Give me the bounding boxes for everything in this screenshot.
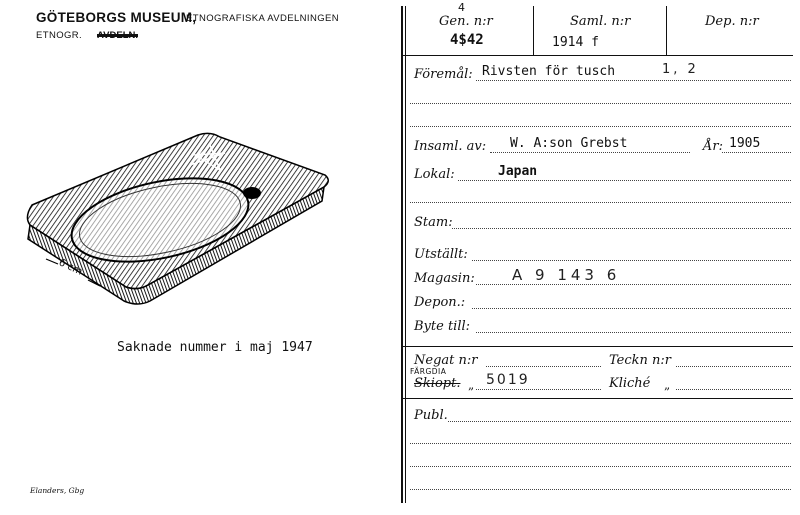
foremal-count: 1, 2 [662, 62, 699, 77]
card-border-left-inner [405, 6, 406, 503]
header-row-divider [401, 55, 793, 56]
teckn-line [676, 366, 791, 367]
ar-label: År: [703, 139, 723, 154]
gen-nr-value: 4$42 [450, 32, 484, 48]
byte-line [476, 332, 791, 333]
museum-name: GÖTEBORGS MUSEUM, [36, 10, 197, 25]
gen-nr-label: Gen. n:r [439, 14, 493, 29]
skiopt-value: 5019 [486, 372, 530, 388]
skiopt-overwrite: FÄRGDIA [410, 367, 447, 376]
publ-extra-line-1 [410, 443, 791, 444]
printer-mark: Elanders, Gbg [30, 486, 85, 495]
missing-note: Saknade nummer i maj 1947 [117, 340, 313, 355]
publ-line [448, 421, 791, 422]
insaml-value: W. A:son Grebst [510, 136, 628, 151]
inkstone-drawing [20, 125, 340, 325]
magasin-label: Magasin: [414, 271, 475, 286]
skiopt-line [476, 389, 601, 390]
ar-line [722, 152, 791, 153]
teckn-label: Teckn n:r [609, 353, 671, 368]
foremal-label: Föremål: [414, 67, 473, 82]
stam-label: Stam: [414, 215, 453, 230]
saml-nr-label: Saml. n:r [570, 14, 631, 29]
kliche-quote: „ [664, 378, 671, 392]
card-border-left [401, 6, 403, 503]
depon-label: Depon.: [414, 295, 466, 310]
column-divider-1 [533, 6, 534, 56]
dep-nr-label: Dep. n:r [705, 14, 759, 29]
negat-line [486, 366, 601, 367]
ar-value: 1905 [729, 136, 761, 151]
lokal-line [458, 180, 791, 181]
publ-label: Publ. [414, 408, 448, 423]
scale-label: 6 cm [56, 257, 84, 278]
lokal-label: Lokal: [414, 167, 455, 182]
gen-nr-superscript: 4 [458, 1, 465, 14]
publ-divider [401, 398, 793, 399]
foremal-value: Rivsten för tusch [482, 64, 616, 79]
magasin-value: A 9 143 6 [512, 266, 621, 284]
skiopt-label: Skiopt. [414, 376, 461, 391]
saml-nr-value: 1914 f [552, 35, 599, 50]
publ-extra-line-3 [410, 489, 791, 490]
insaml-line [490, 152, 690, 153]
foremal-extra-line-2 [410, 126, 791, 127]
depon-line [472, 308, 791, 309]
department-name: ETNOGRAFISKA AVDELNINGEN [186, 13, 340, 24]
foremal-line [476, 80, 791, 81]
lokal-extra-line [410, 202, 791, 203]
byte-label: Byte till: [414, 319, 471, 334]
skiopt-quote: „ [468, 378, 475, 392]
kliche-label: Kliché [609, 376, 651, 391]
kliche-line [676, 389, 791, 390]
column-divider-2 [666, 6, 667, 56]
foremal-extra-line-1 [410, 103, 791, 104]
insaml-label: Insaml. av: [414, 139, 487, 154]
stam-line [452, 228, 791, 229]
avdeln-struck: AVDELN. [97, 30, 138, 41]
magasin-line [476, 284, 791, 285]
utstallt-line [472, 260, 791, 261]
lokal-value: Japan [498, 164, 538, 179]
negat-label: Negat n:r [414, 353, 478, 368]
utstallt-label: Utställt: [414, 247, 468, 262]
publ-extra-line-2 [410, 466, 791, 467]
negat-divider [401, 346, 793, 347]
etnogr-label: ETNOGR. [36, 30, 83, 41]
